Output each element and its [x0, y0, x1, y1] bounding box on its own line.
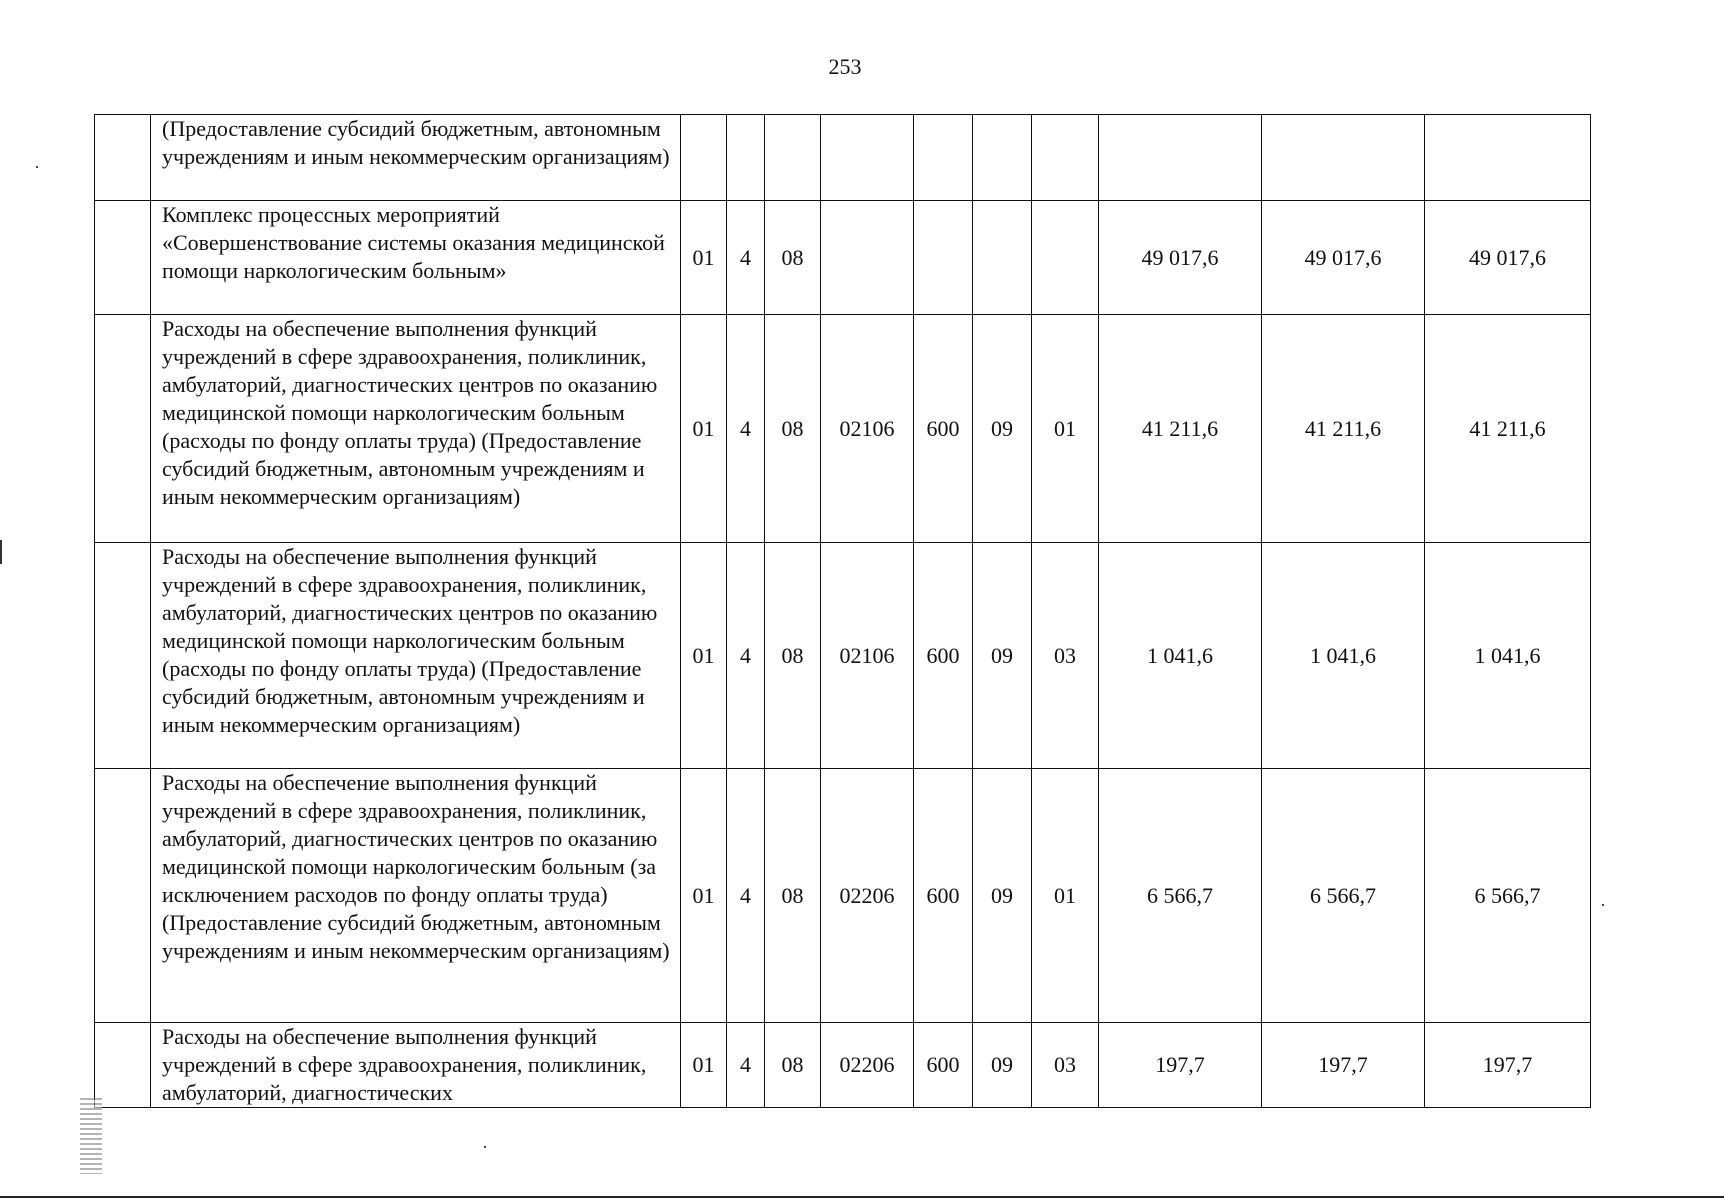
- table-row: [95, 201, 1591, 315]
- code-cell: 03: [1032, 543, 1099, 769]
- row-index-cell: [95, 543, 151, 769]
- row-description: Комплекс процессных мероприятий «Совершенствование системы оказания медицинской помощи наркологическим больным»: [151, 201, 681, 315]
- code-cell: 4: [727, 543, 765, 769]
- code-cell: [973, 201, 1032, 315]
- amount-cell: 6 566,7: [1425, 769, 1591, 1023]
- code-cell: 08: [765, 1023, 821, 1108]
- code-cell: 600: [914, 769, 973, 1023]
- code-cell: 02206: [821, 769, 914, 1023]
- code-cell: 09: [973, 315, 1032, 543]
- code-cell: 02106: [821, 315, 914, 543]
- scan-edge-mark: [0, 540, 2, 564]
- amount-cell: 6 566,7: [1262, 769, 1425, 1023]
- row-index-cell: [95, 115, 151, 201]
- amount-cell: 197,7: [1425, 1023, 1591, 1108]
- code-cell: 01: [681, 1023, 727, 1108]
- code-cell: 01: [681, 315, 727, 543]
- amount-cell: 197,7: [1099, 1023, 1262, 1108]
- table-row: [95, 769, 1591, 1023]
- code-cell: [914, 115, 973, 201]
- amount-cell: 1 041,6: [1099, 543, 1262, 769]
- code-cell: [821, 115, 914, 201]
- code-cell: 08: [765, 201, 821, 315]
- code-cell: [727, 115, 765, 201]
- code-cell: 09: [973, 1023, 1032, 1108]
- amount-cell: 41 211,6: [1099, 315, 1262, 543]
- code-cell: [914, 201, 973, 315]
- code-cell: 02106: [821, 543, 914, 769]
- scan-artifact: [80, 1098, 102, 1174]
- budget-table: [94, 114, 1591, 1108]
- code-cell: 01: [1032, 315, 1099, 543]
- amount-cell: 49 017,6: [1262, 201, 1425, 315]
- code-cell: 01: [1032, 769, 1099, 1023]
- row-index-cell: [95, 201, 151, 315]
- code-cell: 01: [681, 769, 727, 1023]
- code-cell: [681, 115, 727, 201]
- code-cell: 08: [765, 315, 821, 543]
- code-cell: 01: [681, 543, 727, 769]
- row-description: Расходы на обеспечение выполнения функций учреждений в сфере здравоохранения, поликлиник, амбулаторий, диагностических центров по оказанию медицинской помощи наркологическим больным (расходы по фонду оплаты труда) (Предоставление субсидий бюджетным, автономным учреждениям и иным некоммерческим организациям): [151, 543, 681, 769]
- amount-cell: 6 566,7: [1099, 769, 1262, 1023]
- scan-speck: [36, 166, 38, 168]
- code-cell: 4: [727, 201, 765, 315]
- row-index-cell: [95, 769, 151, 1023]
- amount-cell: 41 211,6: [1262, 315, 1425, 543]
- code-cell: 08: [765, 543, 821, 769]
- code-cell: [973, 115, 1032, 201]
- code-cell: [1032, 115, 1099, 201]
- code-cell: 600: [914, 543, 973, 769]
- table-row: [95, 1023, 1591, 1108]
- code-cell: 02206: [821, 1023, 914, 1108]
- page-bottom-edge: [0, 1196, 1724, 1198]
- code-cell: 03: [1032, 1023, 1099, 1108]
- scan-speck: [1602, 904, 1604, 906]
- code-cell: 09: [973, 769, 1032, 1023]
- code-cell: 600: [914, 1023, 973, 1108]
- table-row: [95, 315, 1591, 543]
- page-number: 253: [828, 54, 862, 79]
- amount-cell: 1 041,6: [1262, 543, 1425, 769]
- amount-cell: [1425, 115, 1591, 201]
- code-cell: [765, 115, 821, 201]
- row-description: Расходы на обеспечение выполнения функций учреждений в сфере здравоохранения, поликлиник, амбулаторий, диагностических центров по оказанию медицинской помощи наркологическим больным (за исключением расходов по фонду оплаты труда) (Предоставление субсидий бюджетным, автономным учреждениям и иным некоммерческим организациям): [151, 769, 681, 1023]
- amount-cell: 49 017,6: [1099, 201, 1262, 315]
- code-cell: 4: [727, 1023, 765, 1108]
- amount-cell: 197,7: [1262, 1023, 1425, 1108]
- code-cell: 4: [727, 769, 765, 1023]
- amount-cell: 41 211,6: [1425, 315, 1591, 543]
- code-cell: 08: [765, 769, 821, 1023]
- row-description: Расходы на обеспечение выполнения функций учреждений в сфере здравоохранения, поликлиник, амбулаторий, диагностических центров по оказанию медицинской помощи наркологическим больным (расходы по фонду оплаты труда) (Предоставление субсидий бюджетным, автономным учреждениям и иным некоммерческим организациям): [151, 315, 681, 543]
- code-cell: 600: [914, 315, 973, 543]
- code-cell: 09: [973, 543, 1032, 769]
- code-cell: [821, 201, 914, 315]
- table-row: [95, 115, 1591, 201]
- code-cell: 4: [727, 315, 765, 543]
- amount-cell: 49 017,6: [1425, 201, 1591, 315]
- scan-speck: [484, 1146, 486, 1148]
- code-cell: [1032, 201, 1099, 315]
- code-cell: 01: [681, 201, 727, 315]
- row-description: (Предоставление субсидий бюджетным, автономным учреждениям и иным некоммерческим организациям): [151, 115, 681, 201]
- amount-cell: [1099, 115, 1262, 201]
- row-description: Расходы на обеспечение выполнения функций учреждений в сфере здравоохранения, поликлиник, амбулаторий, диагностических: [151, 1023, 681, 1108]
- row-index-cell: [95, 1023, 151, 1108]
- amount-cell: [1262, 115, 1425, 201]
- amount-cell: 1 041,6: [1425, 543, 1591, 769]
- table-row: [95, 543, 1591, 769]
- row-index-cell: [95, 315, 151, 543]
